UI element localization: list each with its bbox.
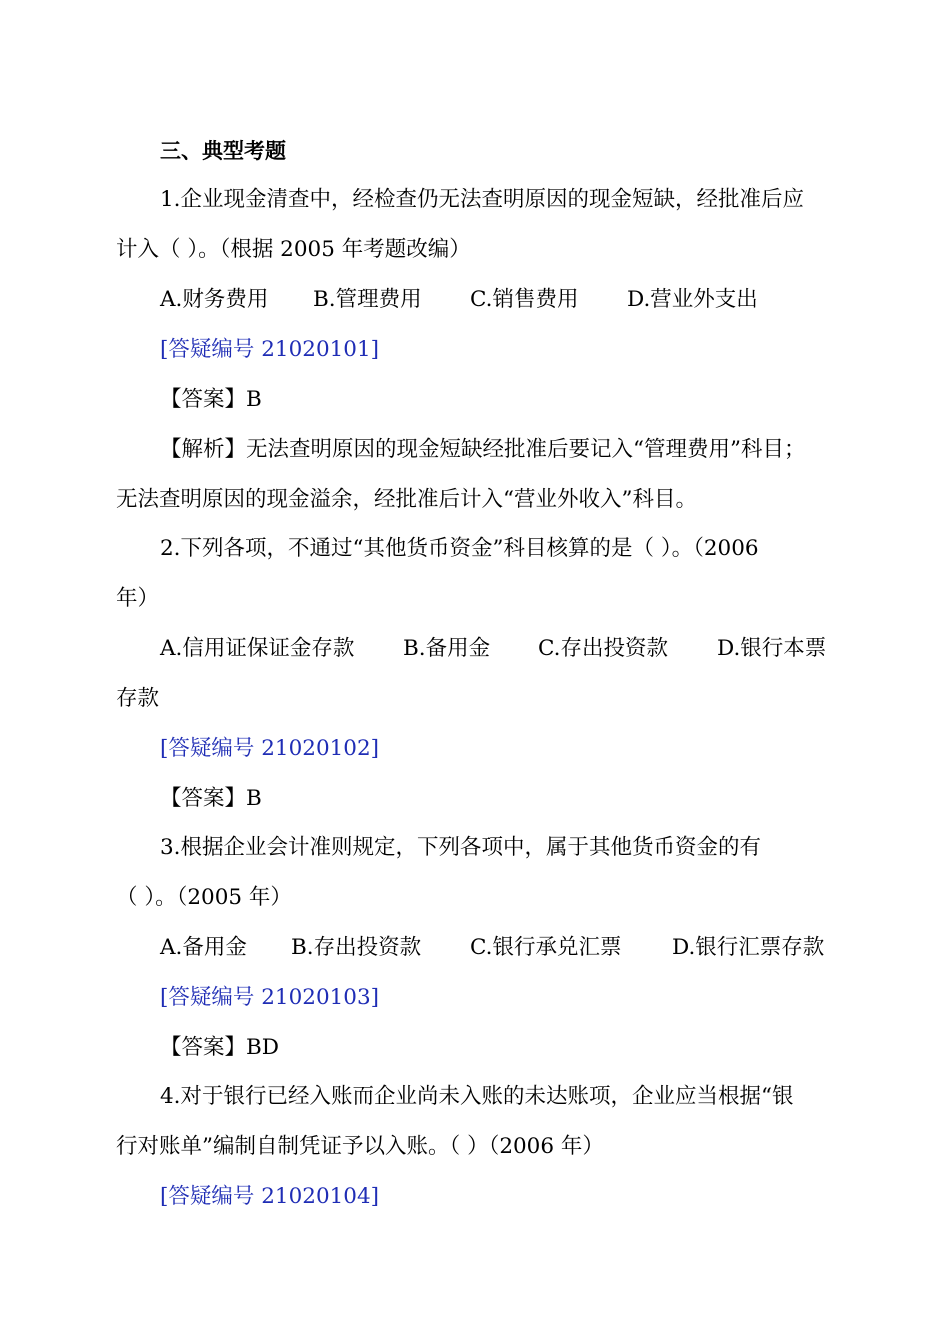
q1-stem-line2: 计入（ ）。（根据 2005 年考题改编） bbox=[116, 237, 471, 262]
heading: 三、典型考题 bbox=[160, 139, 286, 163]
q4-ref-link[interactable]: [答疑编号 21020104] bbox=[160, 1184, 380, 1209]
q3-answer: 【答案】BD bbox=[160, 1035, 280, 1060]
q1-stem-line1: 1.企业现金清查中，经检查仍无法查明原因的现金短缺，经批准后应 bbox=[160, 187, 805, 212]
q3-option-c: C.银行承兑汇票 bbox=[470, 935, 622, 960]
q3-option-a: A.备用金 bbox=[160, 935, 247, 960]
q1-option-a: A.财务费用 bbox=[160, 287, 269, 312]
q3-stem-line2: （ ）。（2005 年） bbox=[116, 885, 292, 910]
q2-option-c: C.存出投资款 bbox=[538, 636, 669, 661]
q1-analysis-line2: 无法查明原因的现金溢余，经批准后计入“营业外收入”科目。 bbox=[116, 487, 697, 512]
q3-option-d: D.银行汇票存款 bbox=[672, 935, 825, 960]
q2-options bbox=[0, 634, 950, 664]
q1-analysis-line1: 【解析】无法查明原因的现金短缺经批准后要记入“管理费用”科目； bbox=[160, 437, 806, 462]
q2-option-b: B.备用金 bbox=[403, 636, 491, 661]
q3-options bbox=[0, 933, 950, 963]
q2-option-d: D.银行本票 bbox=[717, 636, 827, 661]
q2-ref-link[interactable]: [答疑编号 21020102] bbox=[160, 736, 380, 761]
q3-option-b: B.存出投资款 bbox=[291, 935, 422, 960]
q2-answer: 【答案】B bbox=[160, 786, 262, 811]
q2-stem-line2: 年） bbox=[116, 586, 160, 611]
q2-option-a: A.信用证保证金存款 bbox=[160, 636, 355, 661]
q1-answer: 【答案】B bbox=[160, 387, 262, 412]
q4-stem-line2: 行对账单”编制自制凭证予以入账。（ ）（2006 年） bbox=[116, 1134, 604, 1159]
q4-stem-line1: 4.对于银行已经入账而企业尚未入账的未达账项，企业应当根据“银 bbox=[160, 1084, 794, 1109]
q1-ref-link[interactable]: [答疑编号 21020101] bbox=[160, 337, 380, 362]
q1-option-d: D.营业外支出 bbox=[627, 287, 758, 312]
q2-stem-line1: 2.下列各项，不通过“其他货币资金”科目核算的是（ ）。（2006 bbox=[160, 536, 759, 561]
q2-options-cont: 存款 bbox=[116, 686, 160, 711]
q3-ref-link[interactable]: [答疑编号 21020103] bbox=[160, 985, 380, 1010]
q1-option-c: C.销售费用 bbox=[470, 287, 579, 312]
q1-options bbox=[0, 285, 950, 315]
q1-option-b: B.管理费用 bbox=[313, 287, 422, 312]
q3-stem-line1: 3.根据企业会计准则规定，下列各项中，属于其他货币资金的有 bbox=[160, 835, 762, 860]
